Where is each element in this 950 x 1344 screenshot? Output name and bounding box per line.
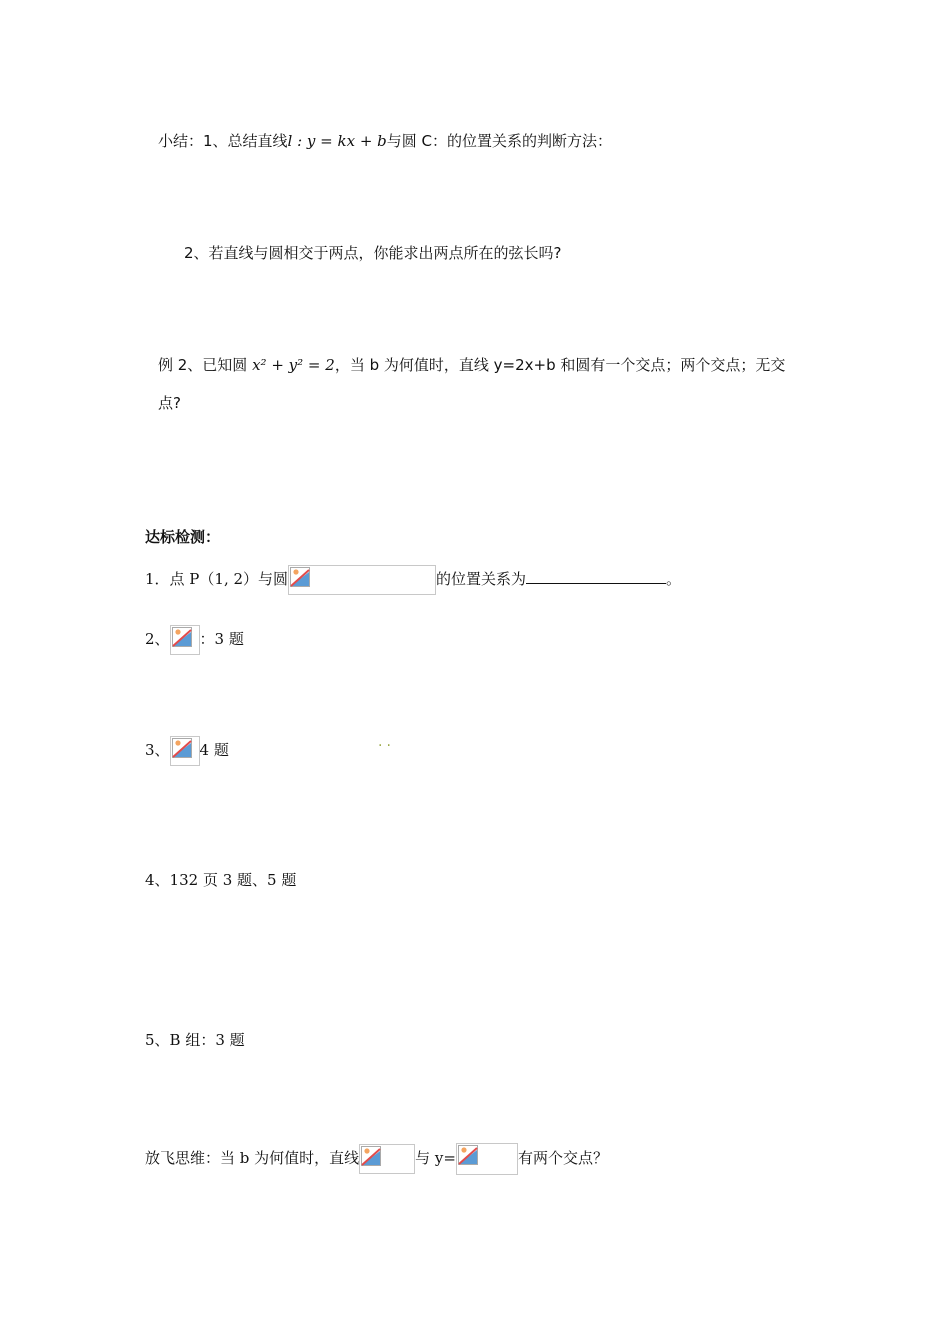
equation-image-placeholder <box>288 565 436 595</box>
test-question-4: 4、132 页 3 题、5 题 <box>145 871 297 889</box>
test-question-3 <box>145 736 229 766</box>
q2-suffix: ：3 题 <box>199 630 244 648</box>
summary-item-1 <box>158 131 612 151</box>
q1-suffix: 的位置关系为 <box>436 570 527 588</box>
test-question-5: 5、B 组：3 题 <box>145 1031 245 1049</box>
image-placeholder <box>170 625 200 655</box>
test-question-1 <box>145 565 681 595</box>
answer-blank[interactable] <box>526 567 666 584</box>
line-equation: l : y = kx + b <box>287 132 387 150</box>
broken-image-icon <box>172 627 192 647</box>
broken-image-icon <box>361 1146 381 1166</box>
extension-prefix: 放飞思维：当 b 为何值时，直线 <box>145 1149 360 1167</box>
extension-middle: 与 y= <box>415 1149 456 1167</box>
broken-image-icon <box>172 738 192 758</box>
test-question-2 <box>145 625 244 655</box>
extension-question <box>145 1143 608 1175</box>
broken-image-icon <box>290 567 310 587</box>
summary-1-prefix: 小结：1、总结直线 <box>158 132 288 150</box>
summary-item-2: 2、若直线与圆相交于两点，你能求出两点所在的弦长吗? <box>184 244 562 262</box>
decorative-dots: ·· <box>378 738 395 754</box>
extension-suffix: 有两个交点？ <box>517 1149 608 1167</box>
q1-prefix: 1．点 P（1, 2）与圆 <box>145 570 289 588</box>
summary-1-suffix: 与圆 C：的位置关系的判断方法： <box>386 132 613 150</box>
q1-end: 。 <box>666 570 682 588</box>
example-2-line-2: 点? <box>158 394 181 412</box>
test-heading: 达标检测： <box>145 528 221 546</box>
line-equation-placeholder <box>359 1144 415 1174</box>
image-placeholder <box>170 736 200 766</box>
example-2-suffix: ，当 b 为何值时，直线 y=2x+b 和圆有一个交点；两个交点；无交 <box>334 356 786 374</box>
q3-prefix: 3、 <box>145 741 170 759</box>
circle-equation: x² + y² = 2 <box>252 356 335 374</box>
example-2-line-1 <box>158 355 785 375</box>
example-2-prefix: 例 2、已知圆 <box>158 356 248 374</box>
q3-suffix: 4 题 <box>199 741 229 759</box>
q2-prefix: 2、 <box>145 630 170 648</box>
curve-equation-placeholder <box>456 1143 518 1175</box>
broken-image-icon <box>458 1145 478 1165</box>
